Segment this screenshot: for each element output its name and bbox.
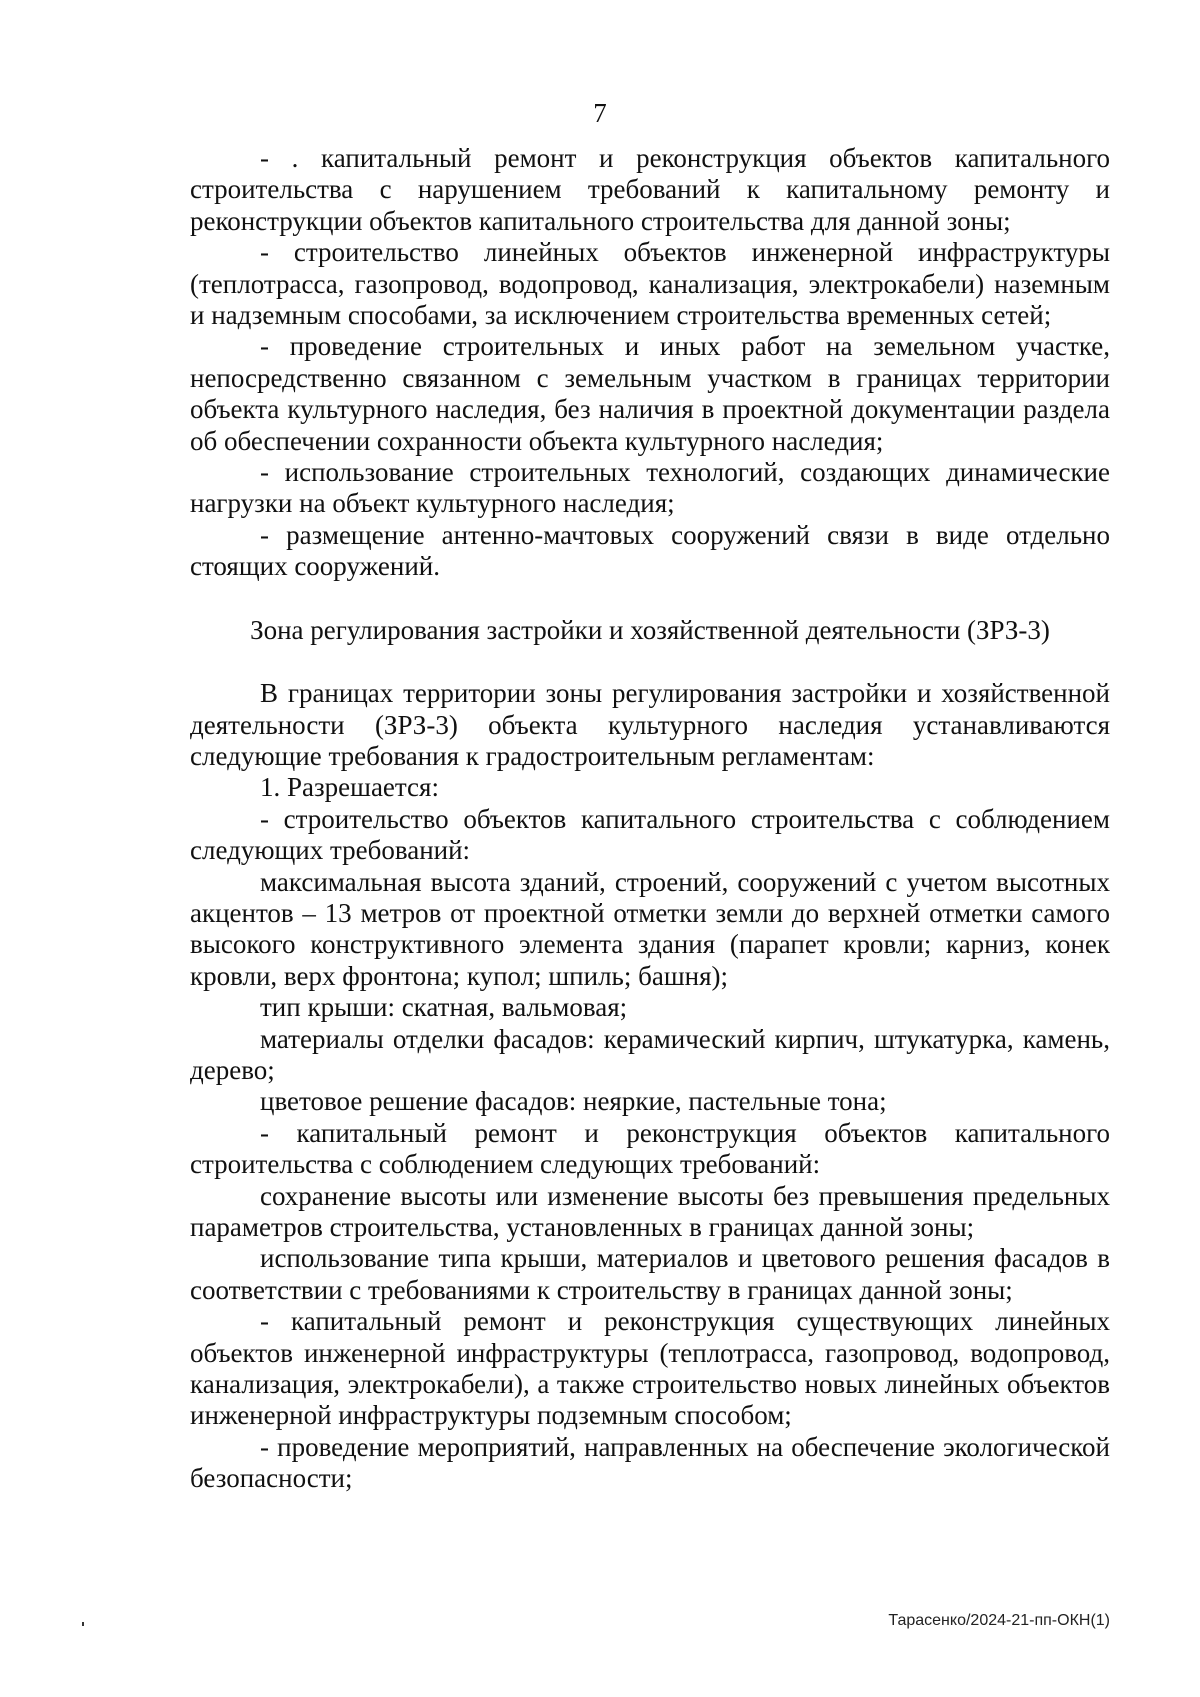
requirement-roof-materials-colors: использование типа крыши, материалов и цветового решения фасадов в соответствии с требованиями к строительству в границах данной зоны; xyxy=(190,1243,1110,1305)
list-item-prohibited-5: - размещение антенно-мачтовых сооружений связи в виде отдельно стоящих сооружений. xyxy=(190,519,1110,582)
list-item-prohibited-3: - проведение строительных и иных работ на земельном участке, непосредственно связанном с земельным участком в границах территории объекта культурного наследия, без наличия в проектной документации раздела об обеспечении сохранности объекта культурного наследия; xyxy=(190,331,1110,456)
requirement-height-preservation: сохранение высоты или изменение высоты без превышения предельных параметров строительства, установленных в границах данной зоны; xyxy=(190,1180,1110,1242)
scan-mark xyxy=(82,1622,84,1626)
subsection-title-permitted: 1. Разрешается: xyxy=(260,772,439,803)
list-item-prohibited-4: - использование строительных технологий, создающих динамические нагрузки на объект культурного наследия; xyxy=(190,457,1110,519)
requirement-facade-colors: цветовое решение фасадов: неяркие, пастельные тона; xyxy=(260,1086,887,1117)
page-number: 7 xyxy=(593,98,607,128)
document-body xyxy=(190,143,1110,1495)
list-item-permitted-construction: - строительство объектов капитального строительства с соблюдением следующих требований: xyxy=(190,803,1110,866)
section-heading: Зона регулирования застройки и хозяйственной деятельности (ЗРЗ-3) xyxy=(250,614,1050,645)
requirement-roof-type: тип крыши: скатная, вальмовая; xyxy=(260,992,628,1023)
list-item-prohibited-2: - строительство линейных объектов инженерной инфраструктуры (теплотрасса, газопровод, водопровод, канализация, электрокабели) наземным и надземным способами, за исключением строительства временных сетей; xyxy=(190,237,1110,331)
list-item-prohibited-1: - . капитальный ремонт и реконструкция объектов капитального строительства с нарушением требований к капитальному ремонту и реконструкции объектов капитального строительства для данной зоны; xyxy=(190,143,1110,236)
list-item-permitted-utilities: - капитальный ремонт и реконструкция существующих линейных объектов инженерной инфраструктуры (теплотрасса, газопровод, водопровод, канализация, электрокабели), а также строительство новых линейных объектов инженерной инфраструктуры подземным способом; xyxy=(190,1306,1110,1431)
section-intro: В границах территории зоны регулирования застройки и хозяйственной деятельности (ЗРЗ-3) объекта культурного наследия устанавливаются следующие требования к градостроительным регламентам: xyxy=(190,678,1110,771)
requirement-max-height: максимальная высота зданий, строений, сооружений с учетом высотных акцентов – 13 метров от проектной отметки земли до верхней отметки самого высокого конструктивного элемента здания (парапет кровли; карниз, конек кровли, верх фронтона; купол; шпиль; башня); xyxy=(190,866,1110,991)
list-item-permitted-repair: - капитальный ремонт и реконструкция объектов капитального строительства с соблюдением следующих требований: xyxy=(190,1117,1110,1180)
list-item-permitted-ecology: - проведение мероприятий, направленных на обеспечение экологической безопасности; xyxy=(190,1431,1110,1494)
requirement-facade-materials: материалы отделки фасадов: керамический кирпич, штукатурка, камень, дерево; xyxy=(190,1023,1110,1085)
document-code: Тарасенко/2024-21-пп-ОКН(1) xyxy=(888,1612,1110,1629)
